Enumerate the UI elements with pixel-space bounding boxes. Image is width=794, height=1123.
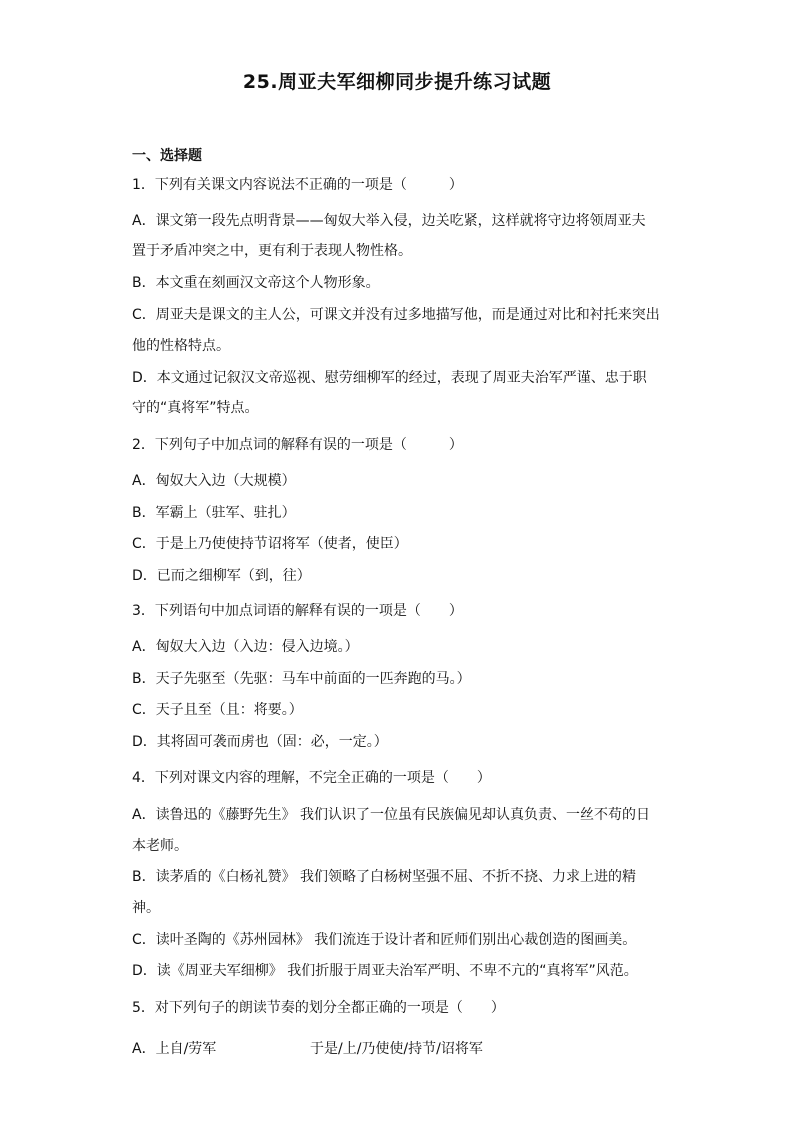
question-4-option-a-cont: 本老师。 (132, 838, 188, 854)
question-1-option-d-cont: 守的“真将军”特点。 (132, 400, 259, 416)
question-3-option-d: D．其将固可袭而虏也（固：必，一定。） (132, 734, 388, 750)
question-2-option-a: A．匈奴大入边（大规模） (132, 473, 296, 489)
question-1-stem: 1．下列有关课文内容说法不正确的一项是（ ） (132, 177, 463, 193)
question-5-option-a-second: 于是/上/乃使使/持节/诏将军 (310, 1041, 483, 1057)
question-2-stem: 2．下列句子中加点词的解释有误的一项是（ ） (132, 437, 463, 453)
question-4-option-d: D．读《周亚夫军细柳》 我们折服于周亚夫治军严明、不卑不亢的“真将军”风范。 (132, 963, 638, 979)
question-1-option-c-cont: 他的性格特点。 (132, 338, 230, 354)
question-4-option-c: C．读叶圣陶的《苏州园林》 我们流连于设计者和匠师们别出心裁创造的图画美。 (132, 932, 637, 948)
question-4-option-b: B．读茅盾的《白杨礼赞》 我们领略了白杨树坚强不屈、不折不挠、力求上进的精 (132, 869, 637, 885)
question-4-stem: 4．下列对课文内容的理解，不完全正确的一项是（ ） (132, 770, 491, 786)
question-3-stem: 3．下列语句中加点词语的解释有误的一项是（ ） (132, 603, 463, 619)
question-1-option-b: B．本文重在刻画汉文帝这个人物形象。 (132, 275, 380, 291)
question-4-option-b-cont: 神。 (132, 900, 160, 916)
question-4-option-a: A．读鲁迅的《藤野先生》 我们认识了一位虽有民族偏见却认真负责、一丝不苟的日 (132, 807, 651, 823)
question-5-stem: 5．对下列句子的朗读节奏的划分全都正确的一项是（ ） (132, 1000, 505, 1016)
question-2-option-c: C．于是上乃使使持节诏将军（使者，使臣） (132, 536, 408, 552)
question-5-option-a: A．上自/劳军 (132, 1041, 217, 1057)
question-2-option-d: D．已而之细柳军（到，往） (132, 568, 311, 584)
question-1-option-a-cont: 置于矛盾冲突之中，更有利于表现人物性格。 (132, 243, 412, 259)
question-3-option-b: B．天子先驱至（先驱：马车中前面的一匹奔跑的马。） (132, 671, 471, 687)
section-heading: 一、选择题 (132, 148, 202, 164)
page-title: 25.周亚夫军细柳同步提升练习试题 (242, 71, 552, 93)
question-1-option-c: C．周亚夫是课文的主人公，可课文并没有过多地描写他，而是通过对比和衬托来突出 (132, 307, 660, 323)
question-3-option-c: C．天子且至（且：将要。） (132, 702, 303, 718)
question-1-option-a: A．课文第一段先点明背景——匈奴大举入侵，边关吃紧，这样就将守边将领周亚夫 (132, 213, 646, 229)
question-3-option-a: A．匈奴大入边（入边：侵入边境。） (132, 639, 359, 655)
question-2-option-b: B．军霸上（驻军、驻扎） (132, 505, 296, 521)
question-1-option-d: D．本文通过记叙汉文帝巡视、慰劳细柳军的经过，表现了周亚夫治军严谨、忠于职 (132, 370, 647, 386)
